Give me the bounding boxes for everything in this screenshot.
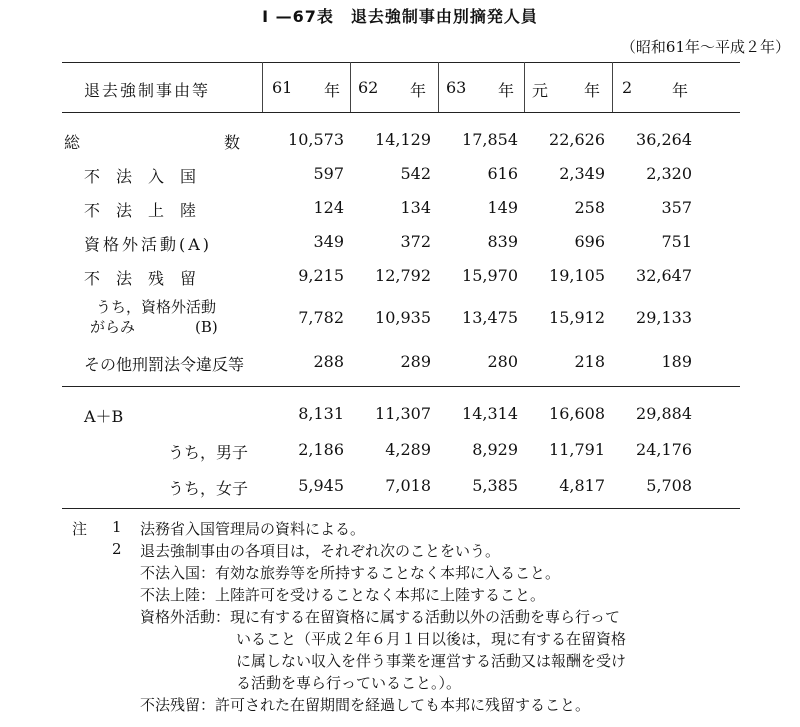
header-top-rule [62, 62, 740, 63]
cell: 10,935 [375, 308, 431, 327]
row-label-illegal-entry: 不 法 入 国 [84, 167, 197, 186]
row-label-overstay-b-line1: うち，資格外活動 [96, 298, 217, 316]
col-divider [524, 62, 525, 112]
cell: 218 [574, 352, 605, 371]
row-label-female: うち，女子 [168, 479, 249, 498]
cell: 14,129 [375, 130, 431, 149]
cell: 7,018 [385, 476, 431, 495]
cell: 36,264 [636, 130, 692, 149]
cell: 258 [574, 198, 605, 217]
cell: 10,573 [288, 130, 344, 149]
cell: 17,854 [462, 130, 518, 149]
header-year-62: 62 [358, 78, 379, 97]
cell: 14,314 [462, 404, 518, 423]
note-definition-unauthorized-activity-3: に属しない収入を伴う事業を運営する活動又は報酬を受け [236, 652, 627, 670]
cell: 12,792 [375, 266, 431, 285]
cell: 372 [400, 232, 431, 251]
cell: 349 [313, 232, 344, 251]
cell: 696 [574, 232, 605, 251]
cell: 5,385 [472, 476, 518, 495]
cell: 839 [487, 232, 518, 251]
cell: 2,186 [298, 440, 344, 459]
header-year-2-unit: 年 [672, 81, 689, 100]
cell: 597 [313, 164, 344, 183]
note-1-number: 1 [112, 518, 122, 536]
note-definition-illegal-landing: 不法上陸：上陸許可を受けることなく本邦に上陸すること。 [140, 586, 546, 604]
header-year-61-unit: 年 [324, 81, 341, 100]
cell: 5,708 [646, 476, 692, 495]
row-label-male: うち，男子 [168, 443, 249, 462]
note-definition-overstay: 不法残留：許可された在留期間を経過しても本邦に残留すること。 [140, 696, 591, 714]
cell: 2,349 [559, 164, 605, 183]
cell: 16,608 [549, 404, 605, 423]
cell: 134 [400, 198, 431, 217]
note-2-number: 2 [112, 540, 122, 558]
cell: 4,817 [559, 476, 605, 495]
section-rule [62, 386, 740, 387]
header-bottom-rule [62, 112, 740, 113]
note-definition-unauthorized-activity-4: る活動を専ら行っていること。）。 [236, 674, 462, 692]
cell: 7,782 [298, 308, 344, 327]
cell: 15,970 [462, 266, 518, 285]
cell: 149 [487, 198, 518, 217]
cell: 15,912 [549, 308, 605, 327]
cell: 8,929 [472, 440, 518, 459]
row-label-illegal-landing: 不 法 上 陸 [84, 201, 197, 220]
cell: 13,475 [462, 308, 518, 327]
note-definition-unauthorized-activity-1: 資格外活動：現に有する在留資格に属する活動以外の活動を専ら行って [140, 608, 621, 626]
table-bottom-rule [62, 508, 740, 509]
cell: 24,176 [636, 440, 692, 459]
cell: 5,945 [298, 476, 344, 495]
cell: 288 [313, 352, 344, 371]
cell: 2,320 [646, 164, 692, 183]
col-divider [438, 62, 439, 112]
note-definition-unauthorized-activity-2: いること（平成２年６月１日以後は，現に有する在留資格 [236, 630, 627, 648]
note-2-text: 退去強制事由の各項目は，それぞれ次のことをいう。 [140, 542, 501, 560]
row-label-unauthorized-activity: 資格外活動(A) [84, 235, 213, 254]
table-title: I —67表 退去強制事由別摘発人員 [262, 7, 538, 26]
header-year-gan-unit: 年 [584, 81, 601, 100]
cell: 19,105 [549, 266, 605, 285]
cell: 124 [313, 198, 344, 217]
row-label-total: 総 数 [64, 133, 245, 152]
cell: 11,307 [375, 404, 431, 423]
header-year-gan: 元 [532, 81, 549, 100]
note-definition-illegal-entry: 不法入国：有効な旅券等を所持することなく本邦に入ること。 [140, 564, 561, 582]
cell: 8,131 [298, 404, 344, 423]
col-divider [350, 62, 351, 112]
cell: 22,626 [549, 130, 605, 149]
header-year-62-unit: 年 [410, 81, 427, 100]
cell: 29,884 [636, 404, 692, 423]
cell: 29,133 [636, 308, 692, 327]
cell: 32,647 [636, 266, 692, 285]
row-label-overstay: 不 法 残 留 [84, 269, 197, 288]
row-label-overstay-b-line2: がらみ (B) [90, 318, 218, 336]
header-year-61: 61 [272, 78, 293, 97]
cell: 11,791 [549, 440, 605, 459]
cell: 289 [400, 352, 431, 371]
cell: 9,215 [298, 266, 344, 285]
cell: 189 [661, 352, 692, 371]
cell: 4,289 [385, 440, 431, 459]
col-divider [262, 62, 263, 112]
header-year-2: 2 [622, 78, 633, 97]
row-label-a-plus-b: A＋B [84, 407, 124, 426]
header-year-63: 63 [446, 78, 467, 97]
header-year-63-unit: 年 [498, 81, 515, 100]
cell: 616 [487, 164, 518, 183]
row-label-other-violations: その他刑罰法令違反等 [84, 355, 245, 374]
header-category: 退去強制事由等 [84, 81, 211, 100]
note-prefix: 注 [72, 520, 88, 538]
cell: 542 [400, 164, 431, 183]
col-divider [612, 62, 613, 112]
cell: 357 [661, 198, 692, 217]
cell: 751 [661, 232, 692, 251]
cell: 280 [487, 352, 518, 371]
note-1-text: 法務省入国管理局の資料による。 [140, 520, 366, 538]
period-range: （昭和61年～平成２年） [620, 38, 790, 56]
